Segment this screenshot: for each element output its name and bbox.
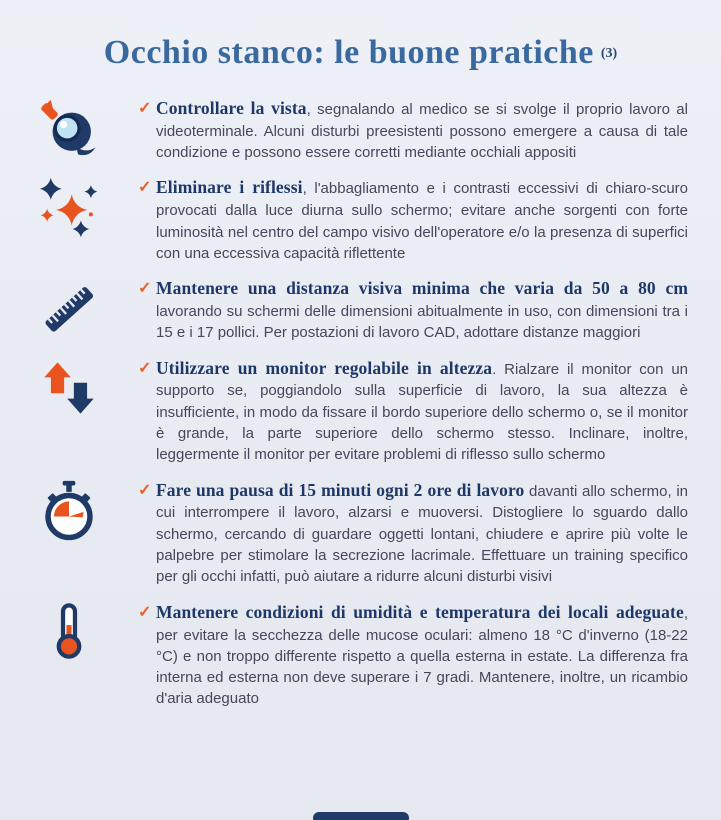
practice-body: lavorando su schermi delle dimensioni abitualmente in uso, con dimensioni tra i 15 e i 17 pollici. Per postazioni di lavoro CAD, adottare distanze maggiori bbox=[156, 303, 688, 342]
practice-body: , segnalando al medico se si svolge il proprio lavoro al videoterminale. Alcuni disturbi preesistenti possono emergere a causa di tale condizione e possono essere corretti mediante occhiali appositi bbox=[156, 101, 688, 162]
glare-sparkles-icon bbox=[0, 175, 138, 239]
practice-item-riflessi bbox=[0, 175, 721, 264]
practice-text bbox=[138, 478, 688, 588]
practice-item-vista bbox=[0, 96, 721, 163]
page-title-text: Occhio stanco: le buone pratiche bbox=[103, 34, 594, 71]
practice-lead: Eliminare i riflessi bbox=[156, 177, 303, 198]
practice-item-umidita bbox=[0, 600, 721, 710]
practice-lead: Mantenere condizioni di umidità e temperatura dei locali adeguate bbox=[156, 601, 684, 622]
ruler-icon bbox=[38, 278, 100, 340]
practice-text bbox=[138, 96, 688, 163]
practice-text bbox=[138, 175, 688, 264]
check-icon: ✓ bbox=[138, 481, 152, 499]
page-number-note: (3) bbox=[600, 46, 618, 61]
eye-checkup-icon bbox=[38, 98, 100, 160]
check-icon: ✓ bbox=[138, 603, 152, 621]
practice-body: davanti allo schermo, in cui interrompere il lavoro, alzarsi e muoversi. Distogliere lo sguardo dallo schermo, cercando di guardare oggetti lontani, chiudere e aprire più volte le palpebre per stimolare la secrezione lacrimale. Effettuare un training specifico per gli occhi infatti, può aiutare a ridurre alcuni disturbi visivi bbox=[156, 482, 689, 586]
practice-lead: Utilizzare un monitor regolabile in altezza bbox=[156, 357, 493, 378]
thermometer-icon bbox=[0, 600, 138, 660]
stopwatch-icon bbox=[0, 478, 138, 542]
check-icon: ✓ bbox=[138, 179, 152, 197]
practice-body: , per evitare la secchezza delle mucose oculari: almeno 18 °C d'inverno (18-22 °C) e non troppo differente rispetto a quella esterna in estate. La differenza fra interna ed esterna non deve superare i 7 gradi. Mantenere, inoltre, un ricambio d'aria adeguato bbox=[156, 604, 688, 708]
practice-text bbox=[138, 276, 688, 343]
height-adjust-arrows-icon bbox=[0, 356, 138, 418]
height-adjust-arrows-icon bbox=[39, 358, 99, 418]
page-indicator-bar bbox=[313, 812, 409, 820]
check-icon: ✓ bbox=[138, 359, 152, 377]
practice-lead: Mantenere una distanza visiva minima che varia da 50 a 80 cm bbox=[156, 278, 688, 299]
check-icon: ✓ bbox=[138, 100, 152, 117]
practice-item-pausa bbox=[0, 478, 721, 588]
page-title bbox=[0, 34, 721, 72]
check-icon: ✓ bbox=[138, 280, 152, 298]
practice-text bbox=[138, 600, 688, 710]
practice-lead: Fare una pausa di 15 minuti ogni 2 ore di lavoro bbox=[156, 479, 525, 500]
practice-lead: Controllare la vista bbox=[156, 98, 307, 118]
eye-checkup-icon bbox=[0, 96, 138, 160]
practice-body: , l'abbagliamento e i contrasti eccessivi di chiaro-scuro provocati dalla luce diurna sullo schermo; evitare anche sorgenti con forte luminosità nel centro del campo visivo dell'operatore e/o la presenza di superfici con una eccessiva capacità riflettente bbox=[156, 180, 688, 262]
thermometer-icon bbox=[40, 602, 98, 660]
stopwatch-icon bbox=[38, 480, 100, 542]
practice-text bbox=[138, 356, 688, 466]
glare-sparkles-icon bbox=[38, 177, 100, 239]
practices-list bbox=[0, 96, 721, 710]
practice-item-distanza bbox=[0, 276, 721, 343]
practice-item-altezza bbox=[0, 356, 721, 466]
ruler-icon bbox=[0, 276, 138, 340]
practice-body: . Rialzare il monitor con un supporto se, poggiandolo sulla superficie di lavoro, la sua altezza è insufficiente, in modo da fissare il bordo superiore dello schermo o, se il monitor è grande, la parte superiore dello schermo stesso. Inclinare, inoltre, leggermente il monitor per evitare problemi di riflesso sullo schermo bbox=[156, 360, 688, 464]
